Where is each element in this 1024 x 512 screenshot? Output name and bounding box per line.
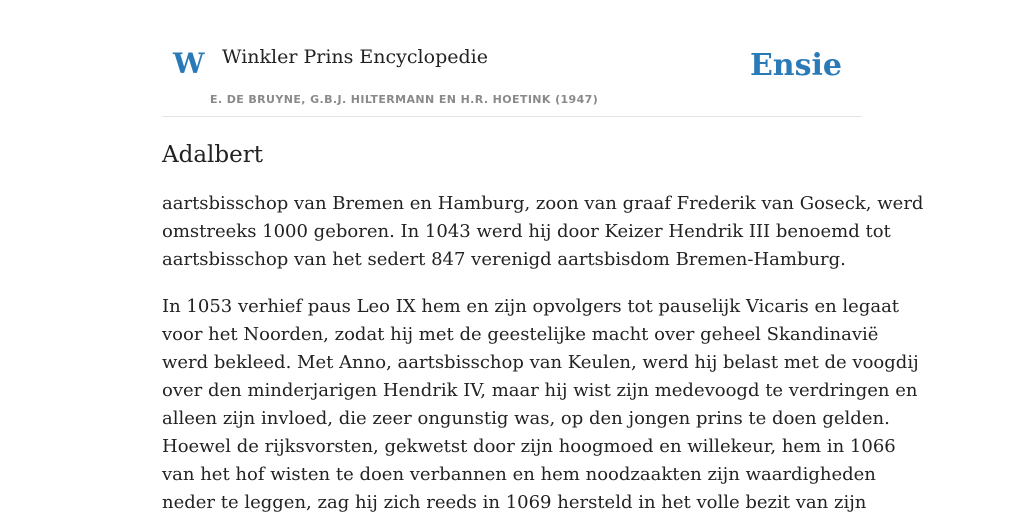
paragraph-line: van het hof wisten te doen verbannen en hem noodzaakten zijn waardigheden — [162, 464, 876, 485]
paragraph-line: over den minderjarigen Hendrik IV, maar hij wist zijn medevoogd te verdringen en — [162, 380, 918, 401]
paragraph-line: aartsbisschop van Bremen en Hamburg, zoon van graaf Frederik van Goseck, werd — [162, 193, 924, 214]
paragraph-line: omstreeks 1000 geboren. In 1043 werd hij door Keizer Hendrik III benoemd tot — [162, 221, 891, 242]
article-paragraph-2 — [162, 293, 919, 512]
source-header — [162, 0, 862, 117]
article-paragraph-1 — [162, 190, 924, 274]
ensie-logo[interactable]: Ensie — [749, 48, 842, 83]
source-authors: E. DE BRUYNE, G.B.J. HILTERMANN EN H.R. HOETINK (1947) — [210, 93, 599, 106]
paragraph-line: alleen zijn invloed, die zeer ongunstig was, op den jongen prins te doen gelden. — [162, 408, 890, 429]
paragraph-line: werd bekleed. Met Anno, aartsbisschop van Keulen, werd hij belast met de voogdij — [162, 352, 919, 373]
paragraph-line: Hoewel de rijksvorsten, gekwetst door zijn hoogmoed en willekeur, hem in 1066 — [162, 436, 896, 457]
article-title: Adalbert — [162, 142, 263, 168]
paragraph-line: voor het Noorden, zodat hij met de geestelijke macht over geheel Skandinavië — [162, 324, 879, 345]
article — [162, 136, 924, 512]
paragraph-line: In 1053 verhief paus Leo IX hem en zijn opvolgers tot pauselijk Vicaris en legaat — [162, 296, 900, 317]
source-title[interactable]: Winkler Prins Encyclopedie — [222, 46, 488, 68]
winkler-prins-logo[interactable]: W — [173, 47, 205, 80]
paragraph-line: neder te leggen, zag hij zich reeds in 1069 hersteld in het volle bezit van zijn — [162, 492, 867, 512]
paragraph-line: aartsbisschop van het sedert 847 verenigd aartsbisdom Bremen-Hamburg. — [162, 249, 846, 270]
